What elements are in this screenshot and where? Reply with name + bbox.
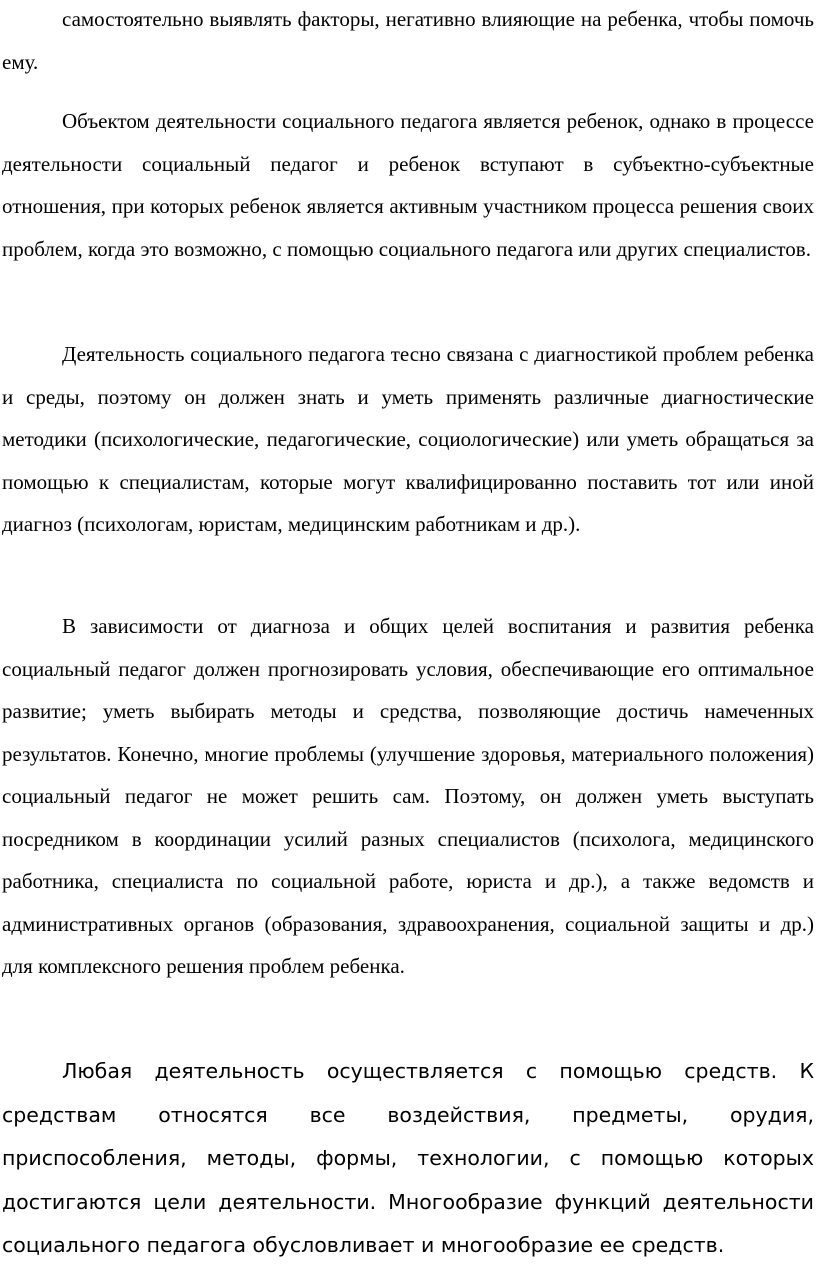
paragraph-object-of-activity: Объектом деятельности социального педагога является ребенок, однако в процессе деятельности социальный педагог и ребенок вступают в субъектно-субъектные отношения, при которых ребенок является активным участником процесса решения своих проблем, когда это возможно, с помощью социального педагога или других специалистов. <box>2 109 814 261</box>
paragraph-forecasting: В зависимости от диагноза и общих целей воспитания и развития ребенка социальный педагог должен прогнозировать условия, обеспечивающие его оптимальное развитие; уметь выбирать методы и средства, позволяющие достичь намеченных результатов. Конечно, многие проблемы (улучшение здоровья, материального положения) социальный педагог не может решить сам. Поэтому, он должен уметь выступать посредником в координации усилий разных специалистов (психолога, медицинского работника, специалиста по социальной работе, юриста и др.), а также ведомств и административных органов (образования, здравоохранения, социальной защиты и др.) для комплексного решения проблем ребенка. <box>2 614 814 978</box>
paragraph-means: Любая деятельность осуществляется с помощью средств. К средствам относятся все воздействия, предметы, орудия, приспособления, методы, формы, технологии, с помощью которых достигаются цели деятельности. Многообразие функций деятельности социального педагога обусловливает и многообразие ее средств. <box>2 1059 814 1257</box>
paragraph-continuation: самостоятельно выявлять факторы, негативно влияющие на ребенка, чтобы помочь ему. <box>2 7 814 74</box>
paragraph-diagnostics: Деятельность социального педагога тесно связана с диагностикой проблем ребенка и среды, поэтому он должен знать и уметь применять различные диагностические методики (психологические, педагогические, социологические) или уметь обращаться за помощью к специалистам, которые могут квалифицированно поставить тот или иной диагноз (психологам, юристам, медицинским работникам и др.). <box>2 342 814 536</box>
